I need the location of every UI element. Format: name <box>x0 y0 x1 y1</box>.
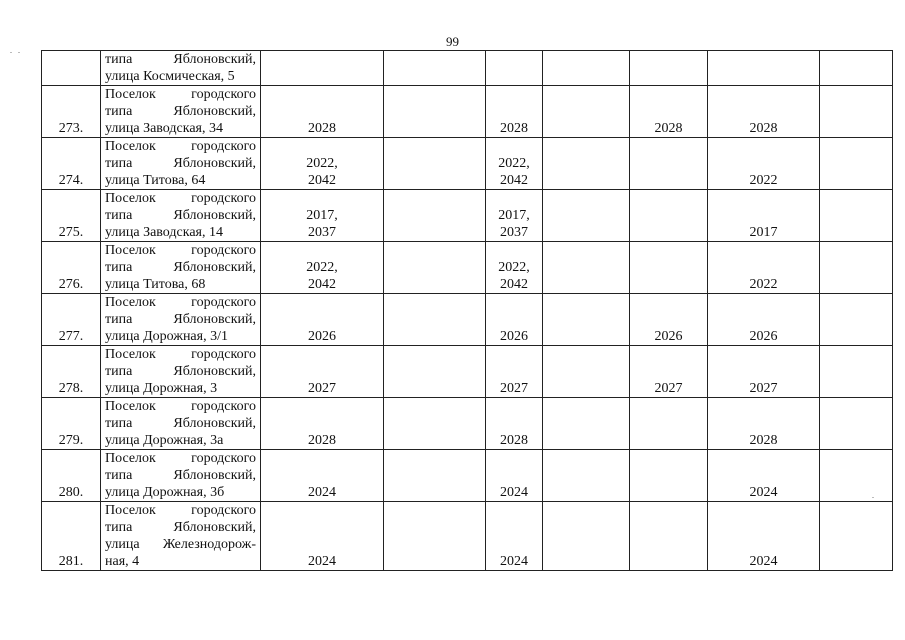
year-value: 2022, <box>306 156 338 171</box>
year-cell-c3 <box>486 346 543 398</box>
table-row <box>42 398 893 450</box>
year-cell-c6 <box>708 450 820 502</box>
year-cell-c4 <box>543 138 630 190</box>
year-cell-c6 <box>708 294 820 346</box>
table-row <box>42 502 893 571</box>
address-line: улица Дорожная, 3б <box>105 485 225 500</box>
year-value: 2017, <box>306 208 338 223</box>
year-value: 2017, <box>498 208 530 223</box>
address-line: типа Яблоновский, <box>105 364 256 379</box>
year-cell-c2 <box>384 190 486 242</box>
year-cell-c4 <box>543 502 630 571</box>
table-row <box>42 138 893 190</box>
address-line: улица Титова, 68 <box>105 277 206 292</box>
year-cell-c5 <box>630 398 708 450</box>
year-cell-c2 <box>384 138 486 190</box>
year-cell-c7 <box>820 346 893 398</box>
year-value: 2026 <box>308 329 336 344</box>
year-cell-c3 <box>486 294 543 346</box>
address-line: улица Титова, 64 <box>105 173 206 188</box>
year-cell-c5 <box>630 190 708 242</box>
year-cell-c1 <box>261 502 384 571</box>
year-cell-c3 <box>486 138 543 190</box>
table-row <box>42 190 893 242</box>
table-row <box>42 242 893 294</box>
year-cell-c7 <box>820 398 893 450</box>
year-cell-c7 <box>820 242 893 294</box>
year-value: 2037 <box>500 225 528 240</box>
row-number: 274. <box>42 138 101 190</box>
year-value: 2026 <box>500 329 528 344</box>
year-cell-c3 <box>486 242 543 294</box>
year-cell-c5 <box>630 450 708 502</box>
scan-speck <box>872 497 874 498</box>
row-number: 277. <box>42 294 101 346</box>
table-row <box>42 450 893 502</box>
year-cell-c2 <box>384 398 486 450</box>
address-cell <box>101 51 261 86</box>
year-cell-c4 <box>543 190 630 242</box>
year-value: 2028 <box>749 121 778 136</box>
year-value: 2042 <box>308 277 336 292</box>
year-value: 2027 <box>749 381 778 396</box>
year-value: 2026 <box>654 329 683 344</box>
year-cell-c6 <box>708 190 820 242</box>
year-value: 2024 <box>749 485 778 500</box>
year-cell-c7 <box>820 190 893 242</box>
year-cell-c6 <box>708 502 820 571</box>
table-body <box>42 51 893 571</box>
year-cell-c6 <box>708 398 820 450</box>
address-line: типа Яблоновский, <box>105 156 256 171</box>
year-value: 2024 <box>500 554 528 569</box>
year-cell-c3 <box>486 51 543 86</box>
address-line: улица Дорожная, 3/1 <box>105 329 228 344</box>
table-row <box>42 51 893 86</box>
row-number <box>42 51 101 86</box>
year-cell-c6 <box>708 51 820 86</box>
address-line: Поселок городского <box>105 295 256 310</box>
row-number: 279. <box>42 398 101 450</box>
year-cell-c1 <box>261 86 384 138</box>
year-value: 2028 <box>500 121 528 136</box>
year-cell-c6 <box>708 86 820 138</box>
address-cell <box>101 398 261 450</box>
address-line: улица Заводская, 34 <box>105 121 223 136</box>
address-line: типа Яблоновский, <box>105 52 256 67</box>
year-cell-c1 <box>261 190 384 242</box>
address-line: Поселок городского <box>105 503 256 518</box>
year-cell-c3 <box>486 502 543 571</box>
year-value: 2028 <box>749 433 778 448</box>
year-cell-c7 <box>820 86 893 138</box>
year-cell-c3 <box>486 398 543 450</box>
year-cell-c4 <box>543 398 630 450</box>
year-cell-c7 <box>820 138 893 190</box>
year-cell-c2 <box>384 51 486 86</box>
year-cell-c6 <box>708 346 820 398</box>
year-value: 2028 <box>308 121 336 136</box>
address-line: типа Яблоновский, <box>105 260 256 275</box>
year-cell-c3 <box>486 450 543 502</box>
year-cell-c4 <box>543 346 630 398</box>
year-cell-c7 <box>820 450 893 502</box>
year-cell-c4 <box>543 294 630 346</box>
year-cell-c4 <box>543 450 630 502</box>
year-value: 2024 <box>500 485 528 500</box>
year-cell-c4 <box>543 86 630 138</box>
year-cell-c5 <box>630 86 708 138</box>
table-row <box>42 294 893 346</box>
address-line: улица Космическая, 5 <box>105 69 235 84</box>
address-line: типа Яблоновский, <box>105 520 256 535</box>
year-cell-c2 <box>384 346 486 398</box>
year-value: 2022 <box>749 277 778 292</box>
scan-speck <box>10 52 12 53</box>
year-value: 2027 <box>500 381 528 396</box>
address-line: Поселок городского <box>105 139 256 154</box>
year-cell-c7 <box>820 502 893 571</box>
row-number: 276. <box>42 242 101 294</box>
row-number: 281. <box>42 502 101 571</box>
year-value: 2028 <box>500 433 528 448</box>
year-value: 2042 <box>308 173 336 188</box>
address-line: Поселок городского <box>105 347 256 362</box>
row-number: 280. <box>42 450 101 502</box>
address-cell <box>101 294 261 346</box>
row-number: 275. <box>42 190 101 242</box>
year-cell-c2 <box>384 242 486 294</box>
year-cell-c1 <box>261 294 384 346</box>
year-cell-c7 <box>820 51 893 86</box>
year-cell-c2 <box>384 450 486 502</box>
address-line: типа Яблоновский, <box>105 208 256 223</box>
year-value: 2022, <box>498 156 530 171</box>
year-value: 2024 <box>749 554 778 569</box>
address-cell <box>101 502 261 571</box>
address-cell <box>101 242 261 294</box>
year-cell-c5 <box>630 502 708 571</box>
address-cell <box>101 450 261 502</box>
address-line: Поселок городского <box>105 243 256 258</box>
year-cell-c1 <box>261 138 384 190</box>
year-cell-c5 <box>630 242 708 294</box>
address-line: Поселок городского <box>105 87 256 102</box>
year-cell-c1 <box>261 51 384 86</box>
housing-register-table <box>41 50 893 571</box>
row-number: 273. <box>42 86 101 138</box>
year-value: 2027 <box>654 381 683 396</box>
year-value: 2042 <box>500 277 528 292</box>
year-cell-c5 <box>630 346 708 398</box>
year-value: 2022 <box>749 173 778 188</box>
year-cell-c1 <box>261 346 384 398</box>
address-line: улица Заводская, 14 <box>105 225 223 240</box>
year-cell-c3 <box>486 86 543 138</box>
year-cell-c1 <box>261 398 384 450</box>
page-number: 99 <box>446 34 459 49</box>
row-number: 278. <box>42 346 101 398</box>
year-cell-c2 <box>384 502 486 571</box>
year-cell-c5 <box>630 294 708 346</box>
address-line: улица Железнодорож- <box>105 537 256 552</box>
address-cell <box>101 86 261 138</box>
address-line: ная, 4 <box>105 554 140 569</box>
year-cell-c1 <box>261 242 384 294</box>
year-cell-c1 <box>261 450 384 502</box>
year-cell-c2 <box>384 294 486 346</box>
scan-speck <box>18 52 20 53</box>
year-cell-c6 <box>708 242 820 294</box>
year-cell-c6 <box>708 138 820 190</box>
year-cell-c4 <box>543 242 630 294</box>
address-line: типа Яблоновский, <box>105 468 256 483</box>
table-row <box>42 86 893 138</box>
address-line: Поселок городского <box>105 451 256 466</box>
year-value: 2037 <box>308 225 336 240</box>
address-line: типа Яблоновский, <box>105 312 256 327</box>
table-row <box>42 346 893 398</box>
year-cell-c7 <box>820 294 893 346</box>
year-value: 2022, <box>498 260 530 275</box>
address-line: Поселок городского <box>105 191 256 206</box>
address-cell <box>101 346 261 398</box>
address-cell <box>101 190 261 242</box>
year-cell-c5 <box>630 51 708 86</box>
address-line: Поселок городского <box>105 399 256 414</box>
address-line: улица Дорожная, 3 <box>105 381 218 396</box>
year-cell-c4 <box>543 51 630 86</box>
year-value: 2028 <box>654 121 683 136</box>
year-cell-c5 <box>630 138 708 190</box>
address-line: типа Яблоновский, <box>105 104 256 119</box>
year-value: 2042 <box>500 173 528 188</box>
year-cell-c3 <box>486 190 543 242</box>
year-cell-c2 <box>384 86 486 138</box>
year-value: 2022, <box>306 260 338 275</box>
address-line: улица Дорожная, 3а <box>105 433 224 448</box>
address-cell <box>101 138 261 190</box>
year-value: 2024 <box>308 554 336 569</box>
year-value: 2026 <box>749 329 778 344</box>
year-value: 2017 <box>749 225 778 240</box>
year-value: 2024 <box>308 485 336 500</box>
year-value: 2027 <box>308 381 336 396</box>
address-line: типа Яблоновский, <box>105 416 256 431</box>
year-value: 2028 <box>308 433 336 448</box>
